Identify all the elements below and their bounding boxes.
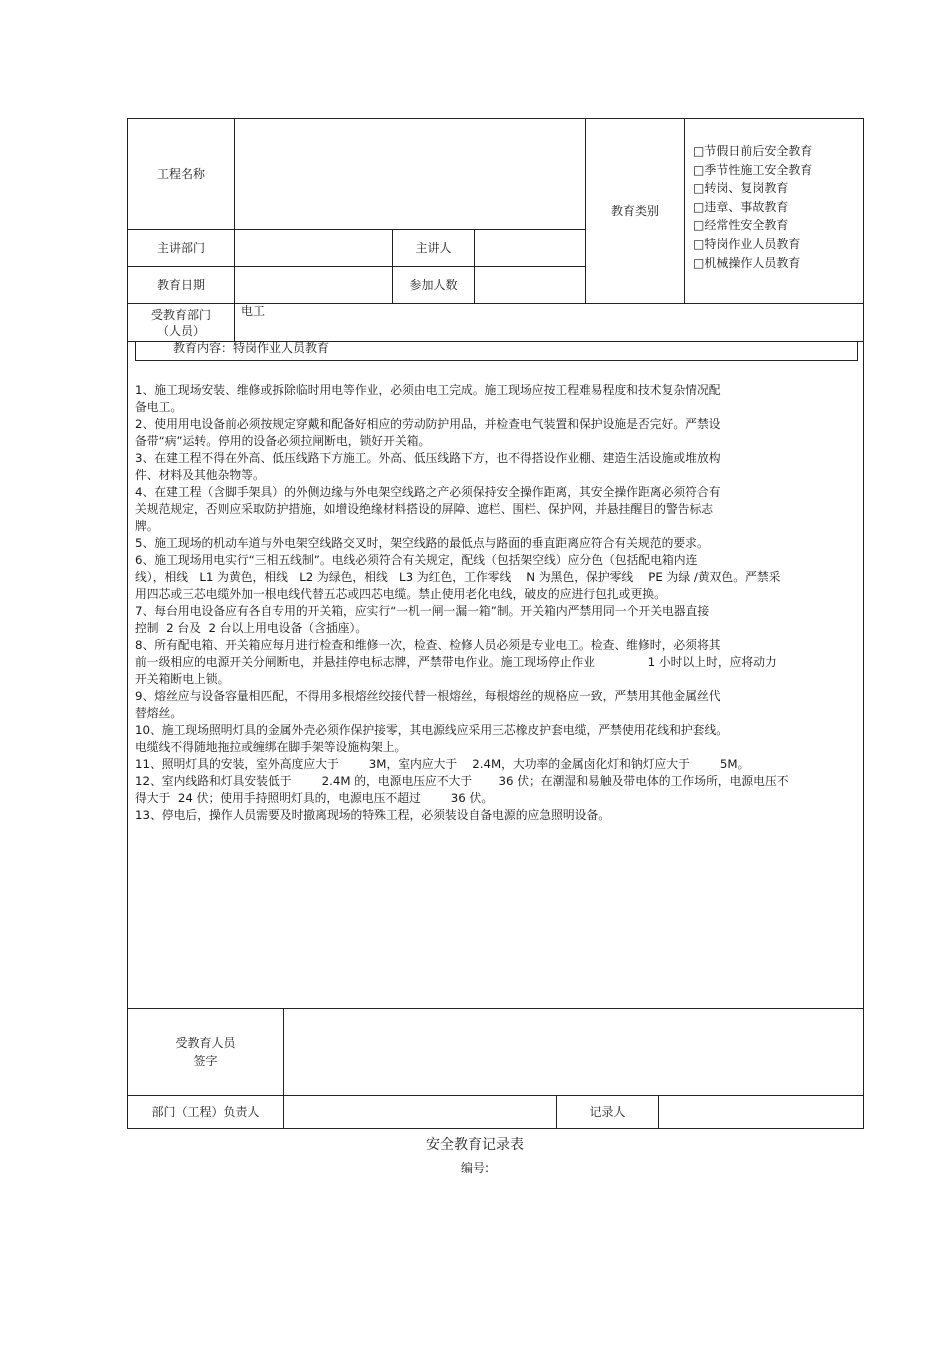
content-line: 关规范规定，否则应采取防护措施，如增设绝缘材料搭设的屏障、遮栏、围栏、保护网，并悬挂醒目的警告标志 — [135, 502, 714, 516]
project-name-field[interactable] — [235, 119, 585, 229]
content-label-box-left — [135, 341, 136, 361]
table-right-border — [863, 118, 864, 1129]
sign-label-line1: 受教育人员 — [175, 1036, 236, 1050]
recorder-label: 记录人 — [589, 1105, 626, 1119]
form-title: 安全教育记录表 — [426, 1137, 524, 1153]
category-option[interactable]: □转岗、复岗教育 — [693, 181, 789, 196]
category-option[interactable]: □违章、事故教育 — [693, 199, 789, 214]
content-line: 10、施工现场照明灯具的金属外壳必须作保护接零，其电源线应采用三芯橡皮护套电缆，严禁使用花线和护套线。 — [135, 723, 729, 737]
category-option[interactable]: □机械操作人员教育 — [693, 255, 801, 270]
category-option[interactable]: □季节性施工安全教育 — [693, 162, 813, 177]
content-label-box-right — [857, 341, 858, 361]
content-line: 得大于 24 伏；使用手持照明灯具的，电源电压不超过 36 伏。 — [135, 791, 494, 805]
attendees-label: 参加人数 — [409, 278, 458, 292]
content-line: 11、照明灯具的安装，室外高度应大于 3M，室内应大于 2.4M，大功率的金属卤化灯和钠灯应大于 5M。 — [135, 757, 750, 771]
content-line: 12、室内线路和灯具安装低于 2.4M 的，电源电压应不大于 36 伏；在潮湿和易触及带电体的工作场所，电源电压不 — [135, 774, 789, 788]
category-list — [693, 142, 858, 272]
content-line: 前一级相应的电源开关分闸断电，并悬挂停电标志牌，严禁带电作业。施工现场停止作业 1 小时以上时，应将动力 — [135, 655, 777, 669]
content-line: 备电工。 — [135, 400, 183, 414]
content-line: 2、使用用电设备前必须按规定穿戴和配备好相应的劳动防护用品，并检查电气装置和保护设施是否完好。严禁设 — [135, 417, 721, 431]
divider-unit-col — [234, 304, 235, 342]
sign-field[interactable] — [284, 1009, 863, 1095]
content-line: 7、每台用电设备应有各自专用的开关箱，应实行“一机一闸一漏一箱”制。开关箱内严禁用同一个开关电器直接 — [135, 604, 710, 618]
content-label-box-bottom — [135, 360, 858, 361]
sign-label — [128, 1009, 283, 1095]
content-line: 13、停电后，操作人员需要及时撤离现场的特殊工程，必须装设自备电源的应急照明设备。 — [135, 808, 611, 822]
content-line: 5、施工现场的机动车道与外电架空线路交叉时，架空线路的最低点与路面的垂直距离应符合有关规范的要求。 — [135, 536, 709, 550]
unit-label-line1: 受教育部门 — [150, 307, 211, 322]
content-line: 电缆线不得随地拖拉或缠绑在脚手架等设施构架上。 — [135, 740, 407, 754]
content-line: 用四芯或三芯电缆外加一根电线代替五芯或四芯电缆。禁止使用老化电线，破皮的应进行包扎或更换。 — [135, 587, 666, 601]
content-line: 开关箱断电上锁。 — [135, 672, 230, 686]
unit-label — [128, 304, 234, 341]
content-line: 替熔丝。 — [135, 706, 183, 720]
content-line: 8、所有配电箱、开关箱应每月进行检查和维修一次，检查、检修人员必须是专业电工。检查、维修时，必须将其 — [135, 638, 721, 652]
content-line: 备带“病”运转。停用的设备必须拉闸断电，锁好开关箱。 — [135, 434, 431, 448]
form-number-label: 编号: — [460, 1161, 490, 1175]
leader-label: 部门（工程）负责人 — [151, 1105, 260, 1119]
table-bottom-border — [127, 1128, 864, 1129]
dept-label: 主讲部门 — [156, 241, 205, 255]
date-label: 教育日期 — [156, 278, 205, 292]
category-option[interactable]: □节假日前后安全教育 — [693, 144, 813, 158]
sign-label-line2: 签字 — [193, 1054, 218, 1068]
category-option[interactable]: □特岗作业人员教育 — [693, 236, 801, 251]
lecturer-label: 主讲人 — [415, 241, 452, 255]
recorder-field[interactable] — [659, 1096, 863, 1128]
category-option[interactable]: □经常性安全教育 — [693, 218, 789, 233]
content-line: 6、施工现场用电实行“三相五线制”。电线必须符合有关规定，配线（包括架空线）应分色（包括配电箱内连 — [135, 553, 698, 567]
unit-label-line2: （人员） — [156, 323, 205, 338]
lecturer-field[interactable] — [475, 230, 585, 266]
content-line: 件、材料及其他杂物等。 — [135, 468, 265, 482]
divider-category-col — [684, 118, 685, 304]
content-line: 线），相线 L1 为黄色，相线 L2 为绿色，相线 L3 为红色，工作零线 N 为黑色，保护零线 PE 为绿 /黄双色。严禁采 — [135, 570, 781, 584]
content-line: 3、在建工程不得在外高、低压线路下方施工。外高、低压线路下方，也不得搭设作业棚、建造生活设施或堆放构 — [135, 451, 721, 465]
content-line: 4、在建工程（含脚手架具）的外侧边缘与外电架空线路之产必须保持安全操作距离，其安全操作距离必须符合有 — [135, 485, 721, 499]
content-line: 控制 2 台及 2 台以上用电设备（含插座）。 — [135, 621, 368, 635]
content-line: 9、熔丝应与设备容量相匹配，不得用多根熔丝绞接代替一根熔丝，每根熔丝的规格应一致，严禁用其他金属丝代 — [135, 689, 721, 703]
leader-field[interactable] — [284, 1096, 556, 1128]
content-label: 教育内容：特岗作业人员教育 — [173, 341, 330, 355]
project-name-label: 工程名称 — [156, 167, 205, 181]
row-line-3 — [127, 303, 864, 304]
category-label: 教育类别 — [610, 204, 659, 218]
content-line: 牌。 — [135, 519, 159, 533]
unit-field[interactable]: 电工 — [241, 304, 266, 318]
dept-field[interactable] — [235, 230, 392, 266]
content-line: 1、施工现场安装、维修或拆除临时用电等作业，必须由电工完成。施工现场应按工程难易程度和技术复杂情况配 — [135, 383, 721, 397]
education-content — [135, 383, 855, 825]
attendees-field[interactable] — [475, 267, 585, 303]
date-field[interactable] — [235, 267, 392, 303]
